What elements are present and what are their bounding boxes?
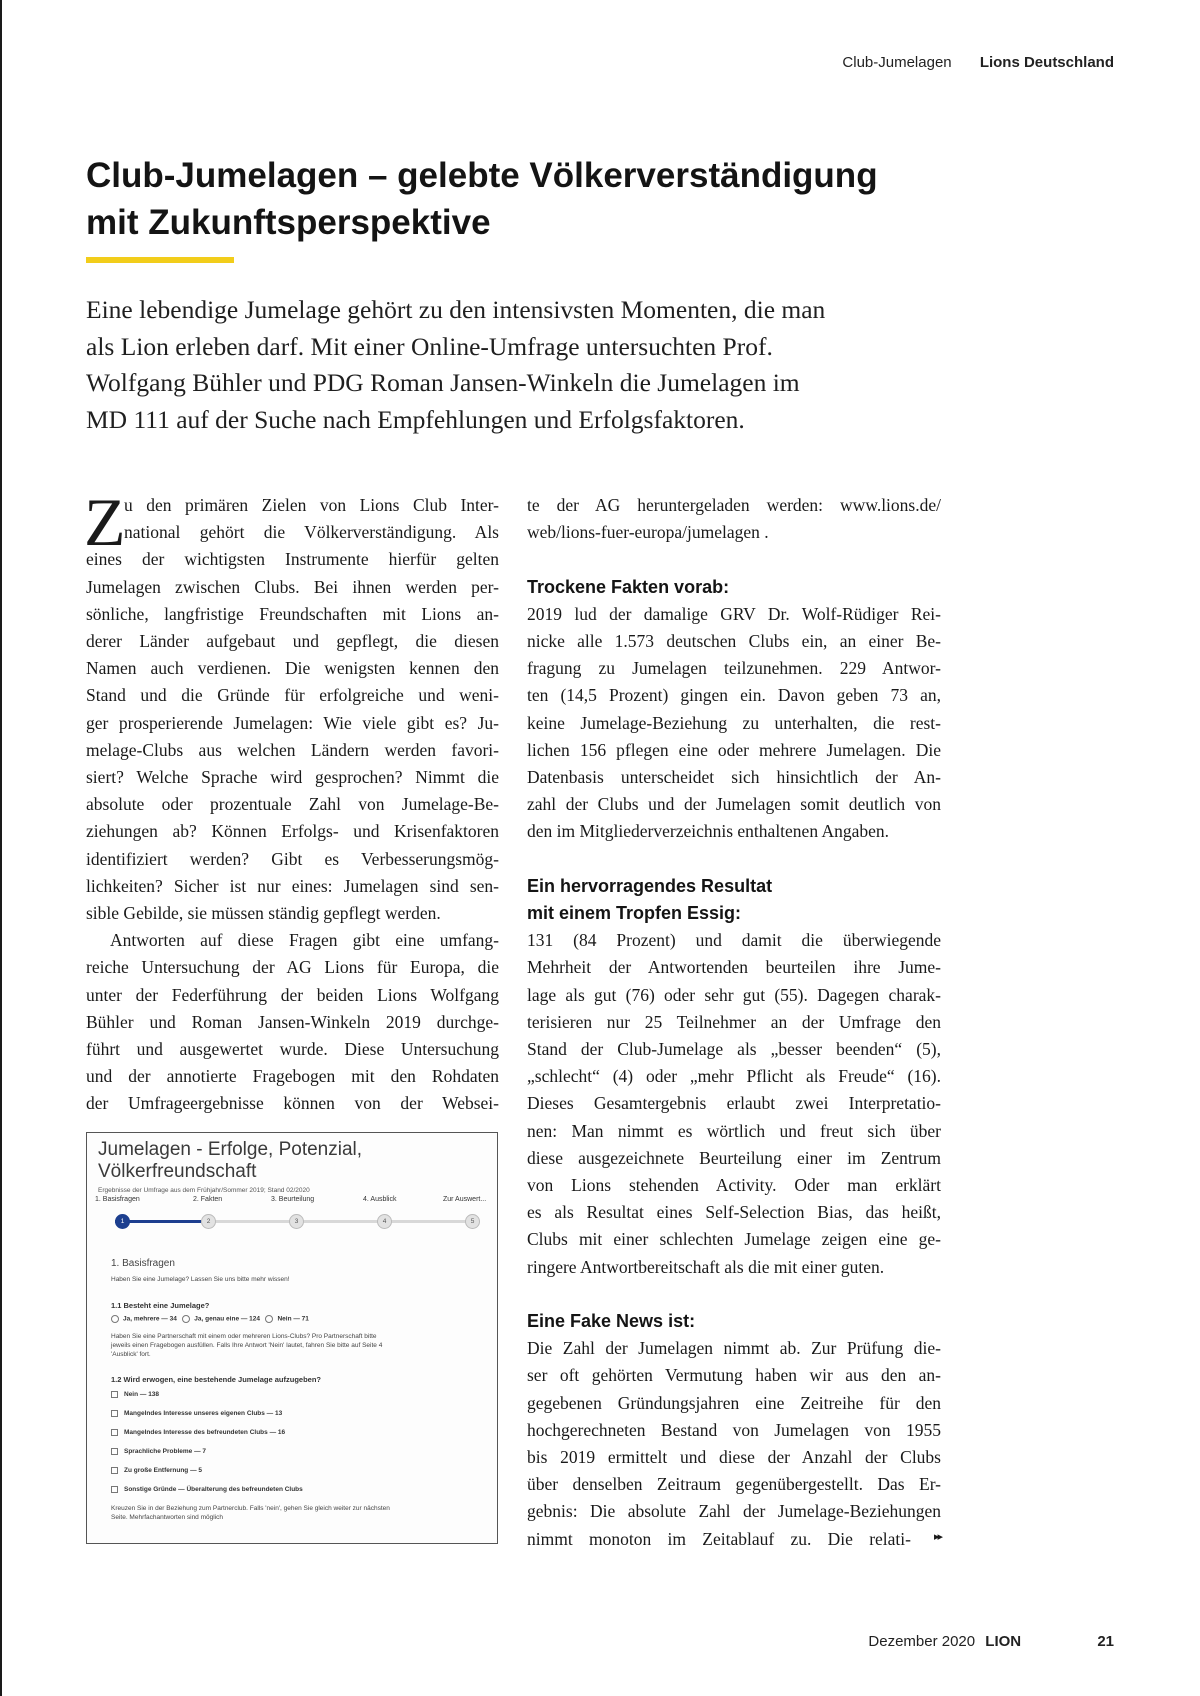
body-line: lage als gut (76) oder sehr gut (55). Dagegen charak- (527, 984, 941, 1005)
body-column-left (84, 484, 499, 1118)
body-line: ziehungen ab? Können Erfolgs- und Krisenfaktoren (86, 821, 499, 842)
survey-q1-options (111, 1315, 309, 1323)
page-number: 21 (1097, 1633, 1114, 1650)
step-label: 3. Beurteilung (271, 1196, 315, 1203)
body-line: Datenbasis unterscheidet sich hinsichtlich der An- (527, 767, 941, 788)
survey-q2-option (111, 1410, 282, 1417)
first-paragraph (84, 484, 499, 927)
body-line: lichkeiten? Sicher ist nur eines: Jumelagen sind sen- (86, 875, 499, 896)
option-label: Nein — 138 (124, 1391, 160, 1399)
body-line: Mehrheit der Antwortenden beurteilen ihre Jume- (527, 957, 941, 978)
body-line: sible Gebilde, sie müssen ständig gepflegt werden. (86, 903, 441, 924)
running-header (842, 54, 1114, 71)
header-section: Club-Jumelagen (842, 54, 952, 71)
body-line: identifiziert werden? Gibt es Verbesserungsmög- (86, 848, 499, 869)
footer-issue: Dezember 2020 (868, 1633, 976, 1650)
survey-title-line: Völkerfreundschaft (98, 1161, 257, 1182)
page-edge-rule (0, 0, 2, 1696)
body-line: „schlecht“ (4) oder „mehr Pflicht als Freude“ (16). (527, 1066, 941, 1087)
survey-q2-option (111, 1391, 159, 1398)
step-dot: 3 (289, 1214, 304, 1229)
body-line: von Lions stehenden Activity. Oder man erklärt (527, 1175, 941, 1196)
title-line: mit Zukunftsperspektive (86, 203, 491, 242)
step-dot: 2 (201, 1214, 216, 1229)
checkbox-icon (111, 1410, 118, 1417)
survey-q1-note: jeweils einen Fragebogen ausfüllen. Falls Ihre Antwort 'Nein' lautet, fahren Sie bitte auf Seite 4 (111, 1342, 383, 1349)
option-label: Sprachliche Probleme — 7 (124, 1448, 207, 1456)
section-heading: mit einem Tropfen Essig: (527, 903, 742, 924)
body-line: diese ausgezeichnete Beurteilung einer im Zentrum (527, 1147, 941, 1168)
body-line: nicke alle 1.573 deutschen Clubs ein, an einer Be- (527, 631, 941, 651)
survey-section-title: 1. Basisfragen (111, 1258, 175, 1269)
body-line: u den primären Zielen von Lions Club Inter- (124, 495, 499, 515)
body-line: Stand und die Gründe für erfolgreiche und weni- (86, 685, 499, 706)
body-line: Jumelagen zwischen Clubs. Bei ihnen werden per- (86, 576, 499, 597)
step-dot: 4 (377, 1214, 392, 1229)
option-label: Mangelndes Interesse des befreundeten Clubs — 16 (124, 1429, 286, 1437)
step-label: Zur Auswert... (443, 1196, 487, 1203)
step-dot: 5 (465, 1214, 480, 1229)
checkbox-icon (111, 1429, 118, 1436)
body-line: national gehört die Völkerverständigung. Als (124, 522, 499, 543)
body-line: bis 2019 ermittelt und diese der Anzahl der Clubs (527, 1447, 941, 1468)
survey-q1-note: Haben Sie eine Partnerschaft mit einem oder mehreren Lions-Clubs? Pro Partnerschaft bitte (111, 1333, 377, 1340)
checkbox-icon (111, 1467, 118, 1474)
survey-q2-note: Kreuzen Sie in der Beziehung zum Partnerclub. Falls 'nein', gehen Sie gleich weiter zur nächsten (111, 1505, 390, 1512)
lead-line: Wolfgang Bühler und PDG Roman Jansen-Winkeln die Jumelagen im (86, 368, 800, 397)
survey-q2-note: Seite. Mehrfachantworten sind möglich (111, 1514, 224, 1521)
radio-icon (265, 1315, 273, 1323)
body-line: te der AG heruntergeladen werden: www.lions.de/ (527, 495, 941, 515)
body-line: und der annotierte Fragebogen mit den Rohdaten (86, 1066, 499, 1087)
option-label: Sonstige Gründe — Überalterung des befreundeten Clubs (124, 1486, 303, 1494)
body-line: zahl der Clubs und der Jumelagen somit deutlich von (527, 794, 941, 815)
lead-line: MD 111 auf der Suche nach Empfehlungen und Erfolgsfaktoren. (86, 404, 745, 434)
body-line: web/lions-fuer-europa/jumelagen . (527, 522, 769, 543)
body-line: derer Länder aufgebaut und gepflegt, die diesen (86, 631, 499, 652)
article-title (86, 152, 946, 246)
step-label: 4. Ausblick (363, 1196, 397, 1203)
body-line: melage-Clubs aus welchen Ländern werden favori- (86, 739, 499, 760)
option-label: Ja, mehrere — 34 (123, 1315, 177, 1323)
option-label: Mangelndes Interesse unseres eigenen Clubs — 13 (124, 1410, 283, 1418)
survey-section-hint: Haben Sie eine Jumelage? Lassen Sie uns bitte mehr wissen! (111, 1276, 290, 1283)
header-brand: Lions Deutschland (979, 54, 1114, 71)
step-dot: 1 (115, 1214, 130, 1229)
body-line: unter der Federführung der beiden Lions Wolfgang (86, 984, 499, 1005)
body-line: Bühler und Roman Jansen-Winkeln 2019 durchge- (86, 1011, 499, 1032)
body-line: Antworten auf diese Fragen gibt eine umfang- (110, 930, 499, 951)
title-accent-bar (86, 257, 234, 263)
body-line: ringere Antwortbereitschaft als die mit einer guten. (527, 1256, 885, 1277)
section-heading: Ein hervorragendes Resultat (527, 875, 773, 896)
body-line: siert? Welche Sprache wird gesprochen? Nimmt die (86, 767, 499, 788)
body-line: Clubs mit einer schlechten Jumelage zeigen eine ge- (527, 1229, 941, 1250)
survey-q2-option (111, 1429, 285, 1436)
section-heading: Eine Fake News ist: (527, 1311, 696, 1332)
step-label: 1. Basisfragen (95, 1196, 140, 1203)
title-line: Club-Jumelagen – gelebte Völkerverständigung (86, 156, 878, 195)
body-line: Dieses Gesamtergebnis erlaubt zwei Interpretatio- (527, 1093, 941, 1114)
survey-progress-steps (95, 1196, 487, 1236)
body-line: lichen 156 pflegen eine oder mehrere Jumelagen. Die (527, 739, 941, 760)
step-label: 2. Fakten (193, 1196, 223, 1203)
body-line: gebnis: Die absolute Zahl der Jumelage-Beziehungen (527, 1501, 941, 1522)
survey-q1-note: 'Ausblick' fort. (111, 1351, 151, 1358)
body-line: eines der wichtigsten Instrumente hierfür gelten (86, 549, 499, 570)
checkbox-icon (111, 1486, 118, 1493)
continue-arrow-icon: ▸▸ (933, 1529, 941, 1543)
body-line: nimmt monoton im Zeitablauf zu. Die relati- (527, 1528, 911, 1549)
lead-line: als Lion erleben darf. Mit einer Online-Umfrage untersuchten Prof. (86, 331, 773, 361)
body-line: der Umfrageergebnisse können von der Websei- (86, 1093, 499, 1114)
body-line: fragung zu Jumelagen teilzunehmen. 229 Antwor- (527, 658, 941, 679)
footer-magazine: LION (985, 1633, 1022, 1650)
body-line: führt und ausgewertet wurde. Diese Untersuchung (86, 1039, 499, 1060)
survey-title (98, 1139, 362, 1183)
body-line: nen: Man nimmt es wörtlich und freut sich über (527, 1120, 941, 1141)
section-heading: Trockene Fakten vorab: (527, 576, 730, 597)
lead-paragraph (86, 292, 886, 438)
last-line-wrap (527, 1526, 941, 1553)
option-label: Ja, genau eine — 124 (194, 1315, 261, 1323)
body-line: Namen auch verdienen. Die wenigsten kennen den (86, 658, 499, 679)
body-line: ser oft gehörten Vermutung haben wir aus den an- (527, 1365, 941, 1386)
body-line: über denselben Zeitraum gegenübergestellt. Das Er- (527, 1474, 941, 1495)
survey-q2-option (111, 1467, 202, 1474)
survey-question-2: 1.2 Wird erwogen, eine bestehende Jumelage aufzugeben? (111, 1375, 321, 1384)
body-line: 2019 lud der damalige GRV Dr. Wolf-Rüdiger Rei- (527, 603, 941, 624)
page-footer (868, 1633, 1114, 1650)
body-line: reiche Untersuchung der AG Lions für Europa, die (86, 957, 499, 978)
body-line: absolute oder prozentuale Zahl von Jumelage-Be- (86, 794, 499, 815)
second-paragraph (86, 927, 499, 1117)
body-line: ger prosperierende Jumelagen: Wie viele gibt es? Ju- (86, 712, 499, 733)
survey-q2-option (111, 1448, 206, 1455)
lead-line: Eine lebendige Jumelage gehört zu den intensivsten Momenten, die man (86, 295, 826, 324)
body-line: terisieren nur 25 Teilnehmer an der Umfrage den (527, 1011, 941, 1032)
option-label: Nein — 71 (277, 1315, 309, 1323)
body-line: ten (14,5 Prozent) gingen ein. Davon geben 73 an, (527, 685, 941, 706)
drop-cap: Z (84, 484, 126, 560)
body-column-right (527, 492, 941, 1553)
radio-icon (182, 1315, 190, 1323)
survey-q2-option (111, 1486, 303, 1493)
radio-icon (111, 1315, 119, 1323)
body-line: es als Resultat eines Self-Selection Bias, das heißt, (527, 1202, 941, 1223)
body-line: gegebenen Gründungsjahren eine Zeitreihe für den (527, 1392, 941, 1413)
body-line: Die Zahl der Jumelagen nimmt ab. Zur Prüfung die- (527, 1338, 941, 1359)
survey-question-1: 1.1 Besteht eine Jumelage? (111, 1301, 210, 1310)
body-line: den im Mitgliederverzeichnis enthaltenen Angaben. (527, 821, 890, 842)
body-line: keine Jumelage-Beziehung zu unterhalten, die rest- (527, 712, 941, 733)
body-line: 131 (84 Prozent) und damit die überwiegende (527, 930, 941, 951)
checkbox-icon (111, 1391, 118, 1398)
survey-subtitle: Ergebnisse der Umfrage aus dem Frühjahr/Sommer 2019; Stand 02/2020 (98, 1187, 310, 1194)
option-label: Zu große Entfernung — 5 (124, 1467, 202, 1475)
body-line: hochgerechneten Bestand von Jumelagen von 1955 (527, 1419, 941, 1440)
checkbox-icon (111, 1448, 118, 1455)
body-line: Stand der Club-Jumelage als „besser beenden“ (5), (527, 1039, 941, 1060)
body-line: sönliche, langfristige Freundschaften mit Lions an- (86, 603, 499, 624)
questionnaire-figure (86, 1132, 498, 1544)
survey-title-line: Jumelagen - Erfolge, Potenzial, (98, 1139, 363, 1160)
